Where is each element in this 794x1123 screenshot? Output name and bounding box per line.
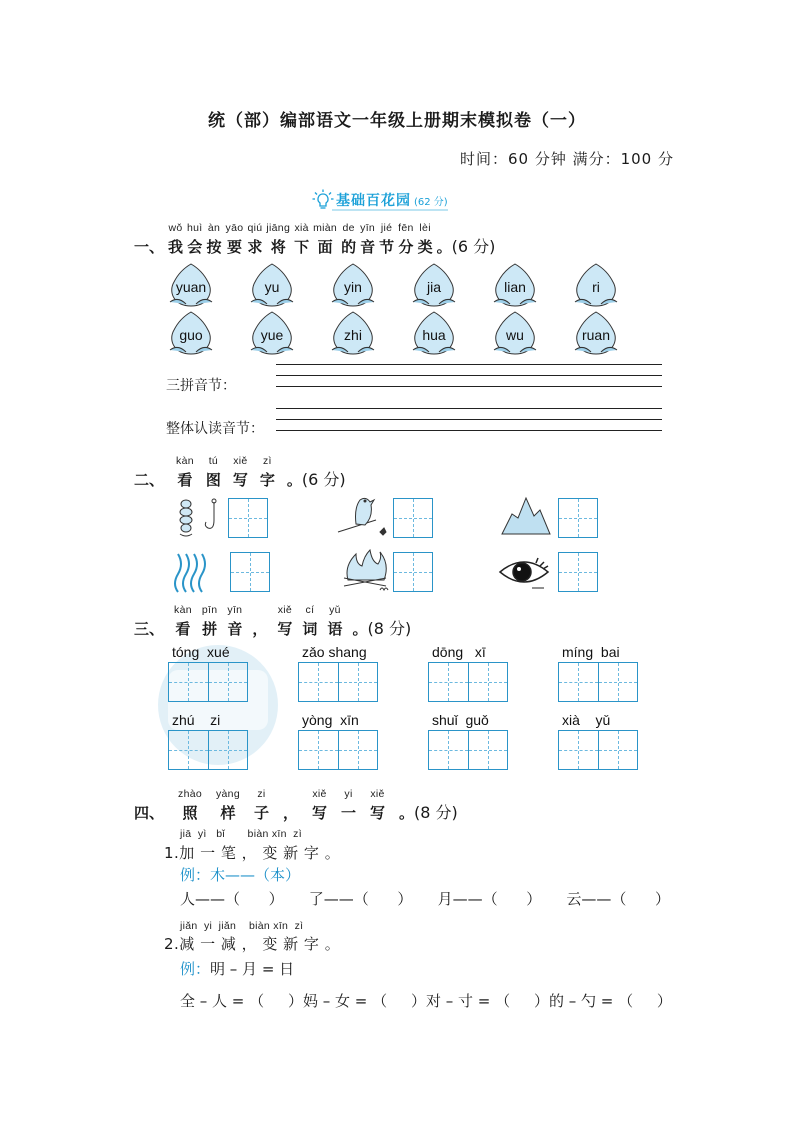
heading-score: (6 分) xyxy=(451,237,496,256)
heading-char: 写 xyxy=(311,804,327,822)
heading-pinyin: zì xyxy=(263,455,272,467)
heading-score: (6 分) xyxy=(301,470,346,489)
write-box-5[interactable] xyxy=(393,552,433,592)
heading-pinyin: àn xyxy=(207,222,221,234)
peach-syllable[interactable] xyxy=(166,262,216,310)
sub2-example-text: 明 – 月 = 日 xyxy=(210,960,295,978)
answer-lines-sanpin[interactable] xyxy=(276,364,662,397)
mountain-picture xyxy=(500,494,554,538)
heading-pinyin: xiě xyxy=(312,788,327,800)
heading-pinyin: cí xyxy=(305,604,315,616)
peach-label: yuan xyxy=(175,279,207,295)
word-write-box[interactable] xyxy=(428,730,508,770)
peach-label: hua xyxy=(422,327,446,343)
heading-period: 。 xyxy=(352,620,368,638)
eye-picture xyxy=(498,554,554,594)
word-write-box[interactable] xyxy=(168,730,248,770)
caterpillar-hook-picture xyxy=(170,496,226,540)
peach-label: jia xyxy=(426,279,441,295)
peach-syllable[interactable] xyxy=(247,310,297,358)
peach-syllable[interactable] xyxy=(571,262,621,310)
heading-pinyin: miàn xyxy=(313,222,338,234)
heading-pinyin: xiě xyxy=(370,788,385,800)
section-banner xyxy=(312,188,448,212)
heading-char: 音 xyxy=(227,620,243,638)
heading-pinyin: yāo xyxy=(225,222,244,234)
peach-syllable[interactable] xyxy=(490,310,540,358)
word-pinyin: zhú zi xyxy=(172,712,221,728)
heading-pinyin: xiě xyxy=(233,455,248,467)
question-number: 三、 xyxy=(134,620,165,638)
heading-char: 面 xyxy=(317,238,333,256)
heading-pinyin: jié xyxy=(380,222,393,234)
question-number: 四、 xyxy=(134,804,165,822)
lightbulb-icon xyxy=(312,189,334,211)
water-picture xyxy=(170,550,226,594)
peach-syllable[interactable] xyxy=(328,262,378,310)
heading-period: 。 xyxy=(286,471,302,489)
heading-char: 要 xyxy=(226,238,242,256)
time-score-info: 时间：60 分钟 满分：100 分 xyxy=(459,150,674,168)
heading-pinyin: yīn xyxy=(360,222,376,234)
heading-pinyin: fēn xyxy=(398,222,414,234)
sub1-item[interactable]: 云——（ ） xyxy=(566,890,670,908)
heading-score: (8 分) xyxy=(367,619,412,638)
word-write-box[interactable] xyxy=(298,662,378,702)
heading-char: 按 xyxy=(206,238,222,256)
peach-label: zhi xyxy=(344,327,362,343)
heading-char: 写 xyxy=(370,804,386,822)
write-box-4[interactable] xyxy=(230,552,270,592)
heading-pinyin: pīn xyxy=(201,604,218,616)
heading-char: 看 xyxy=(175,620,191,638)
heading-pinyin: yǔ xyxy=(329,604,341,616)
heading-char: 看 xyxy=(177,471,193,489)
heading-pinyin: yi xyxy=(344,788,353,800)
heading-char: 类 xyxy=(417,238,433,256)
sub2-item[interactable]: 全 – 人 = （ ） xyxy=(180,992,303,1010)
heading-period: 。 xyxy=(436,238,452,256)
heading-char: 照 xyxy=(182,804,198,822)
sub1-item[interactable]: 人——（ ） xyxy=(180,890,284,908)
peach-label: ri xyxy=(592,279,600,295)
word-pinyin: dōng xī xyxy=(432,644,486,660)
peach-label: ruan xyxy=(581,327,611,343)
heading-pinyin: zi xyxy=(257,788,266,800)
heading-char: 我 xyxy=(168,238,184,256)
write-box-6[interactable] xyxy=(558,552,598,592)
peach-syllable[interactable] xyxy=(409,310,459,358)
heading-char: 写 xyxy=(232,471,248,489)
label-zhengti: 整体认读音节： xyxy=(166,421,264,437)
sub1-pinyin: jiā yì bǐ biàn xīn zì xyxy=(180,828,302,840)
word-write-box[interactable] xyxy=(168,662,248,702)
banner-underline xyxy=(332,209,448,211)
heading-char: 样 xyxy=(220,804,236,822)
question-2-heading xyxy=(134,455,346,490)
heading-pinyin: kàn xyxy=(174,604,192,616)
question-number: 一、 xyxy=(134,238,165,256)
heading-char: 写 xyxy=(277,620,293,638)
heading-pinyin: lèi xyxy=(419,222,431,234)
sub1-item[interactable]: 月——（ ） xyxy=(437,890,542,908)
word-pinyin: zǎo shang xyxy=(302,644,367,660)
heading-pinyin: yīn xyxy=(227,604,243,616)
peach-label: yue xyxy=(260,327,284,343)
peach-label: yu xyxy=(264,279,280,295)
word-pinyin: tóng xué xyxy=(172,644,230,660)
heading-char: 会 xyxy=(187,238,203,256)
heading-char: ， xyxy=(252,620,268,638)
heading-char: 子 xyxy=(253,804,269,822)
heading-pinyin: huì xyxy=(187,222,203,234)
sub2-item[interactable]: 的 – 勺 = （ ） xyxy=(548,992,672,1010)
heading-char: 将 xyxy=(270,238,286,256)
peach-syllable[interactable] xyxy=(409,262,459,310)
word-write-box[interactable] xyxy=(298,730,378,770)
heading-pinyin: zhào xyxy=(178,788,202,800)
word-pinyin: xià yǔ xyxy=(562,712,611,728)
word-write-box[interactable] xyxy=(428,662,508,702)
heading-score: (8 分) xyxy=(414,803,458,822)
heading-char: 图 xyxy=(205,471,221,489)
word-pinyin: yòng xīn xyxy=(302,712,359,728)
heading-char: 求 xyxy=(247,238,263,256)
write-box-2[interactable] xyxy=(393,498,433,538)
question-3-heading xyxy=(134,604,411,639)
peach-syllable[interactable] xyxy=(571,310,621,358)
sub2-pinyin: jiǎn yi jiǎn biàn xīn zì xyxy=(180,920,304,932)
heading-pinyin: xià xyxy=(294,222,309,234)
bird-picture xyxy=(336,494,390,540)
heading-pinyin: kàn xyxy=(176,455,194,467)
heading-period: 。 xyxy=(399,804,415,822)
heading-pinyin: de xyxy=(342,222,355,234)
write-box-1[interactable] xyxy=(228,498,268,538)
question-1-heading xyxy=(134,222,495,257)
word-grid xyxy=(0,644,794,774)
sub1-items xyxy=(180,888,670,909)
peach-label: guo xyxy=(179,327,203,343)
heading-pinyin: tú xyxy=(208,455,219,467)
peach-label: wu xyxy=(506,327,524,343)
heading-char: 语 xyxy=(327,620,343,638)
heading-char: 下 xyxy=(294,238,310,256)
write-box-3[interactable] xyxy=(558,498,598,538)
heading-pinyin: xiě xyxy=(277,604,293,616)
heading-pinyin: yàng xyxy=(215,788,240,800)
peach-syllable[interactable] xyxy=(247,262,297,310)
word-pinyin: míng bai xyxy=(562,644,620,660)
heading-char: 音 xyxy=(360,238,376,256)
banner-score: (62 分) xyxy=(414,196,448,208)
heading-pinyin: qiú xyxy=(247,222,263,234)
heading-char: 分 xyxy=(398,238,414,256)
heading-char: ， xyxy=(282,804,298,822)
peach-label: yin xyxy=(344,279,362,295)
page-title: 统（部）编部语文一年级上册期末模拟卷（一） xyxy=(208,111,586,131)
word-write-box[interactable] xyxy=(558,730,638,770)
sub1-instruction: 1.加 一 笔 ， 变 新 字 。 xyxy=(164,844,341,862)
peach-syllable[interactable] xyxy=(328,310,378,358)
heading-pinyin: wǒ xyxy=(168,222,183,234)
sub2-item[interactable]: 妈 – 女 = （ ） xyxy=(302,992,426,1010)
peach-syllable[interactable] xyxy=(166,310,216,358)
sub2-items xyxy=(180,990,672,1011)
heading-char: 的 xyxy=(341,238,357,256)
heading-char: 字 xyxy=(259,471,275,489)
sub2-example: 例：明 – 月 = 日 xyxy=(180,960,295,978)
word-pinyin: shuǐ guǒ xyxy=(432,712,489,728)
sub2-instruction: 2.减 一 减 ， 变 新 字 。 xyxy=(164,935,341,953)
heading-char: 节 xyxy=(379,238,395,256)
heading-char: 拼 xyxy=(202,620,218,638)
word-write-box[interactable] xyxy=(558,662,638,702)
question-4-heading xyxy=(134,788,458,823)
banner-label: 基础百花园 xyxy=(336,193,411,209)
sub1-item[interactable]: 了——（ ） xyxy=(308,890,413,908)
peach-grid xyxy=(166,262,666,362)
sub2-item[interactable]: 对 – 寸 = （ ） xyxy=(425,992,549,1010)
fire-picture xyxy=(340,546,394,594)
peach-syllable[interactable] xyxy=(490,262,540,310)
heading-char: 一 xyxy=(341,804,357,822)
answer-lines-zhengti[interactable] xyxy=(276,408,662,441)
heading-pinyin: jiāng xyxy=(266,222,291,234)
label-sanpin: 三拼音节： xyxy=(166,378,236,394)
sub1-example: 例：木——（本） xyxy=(180,866,301,884)
question-number: 二、 xyxy=(134,471,165,489)
peach-label: lian xyxy=(504,279,526,295)
heading-char: 词 xyxy=(302,620,318,638)
